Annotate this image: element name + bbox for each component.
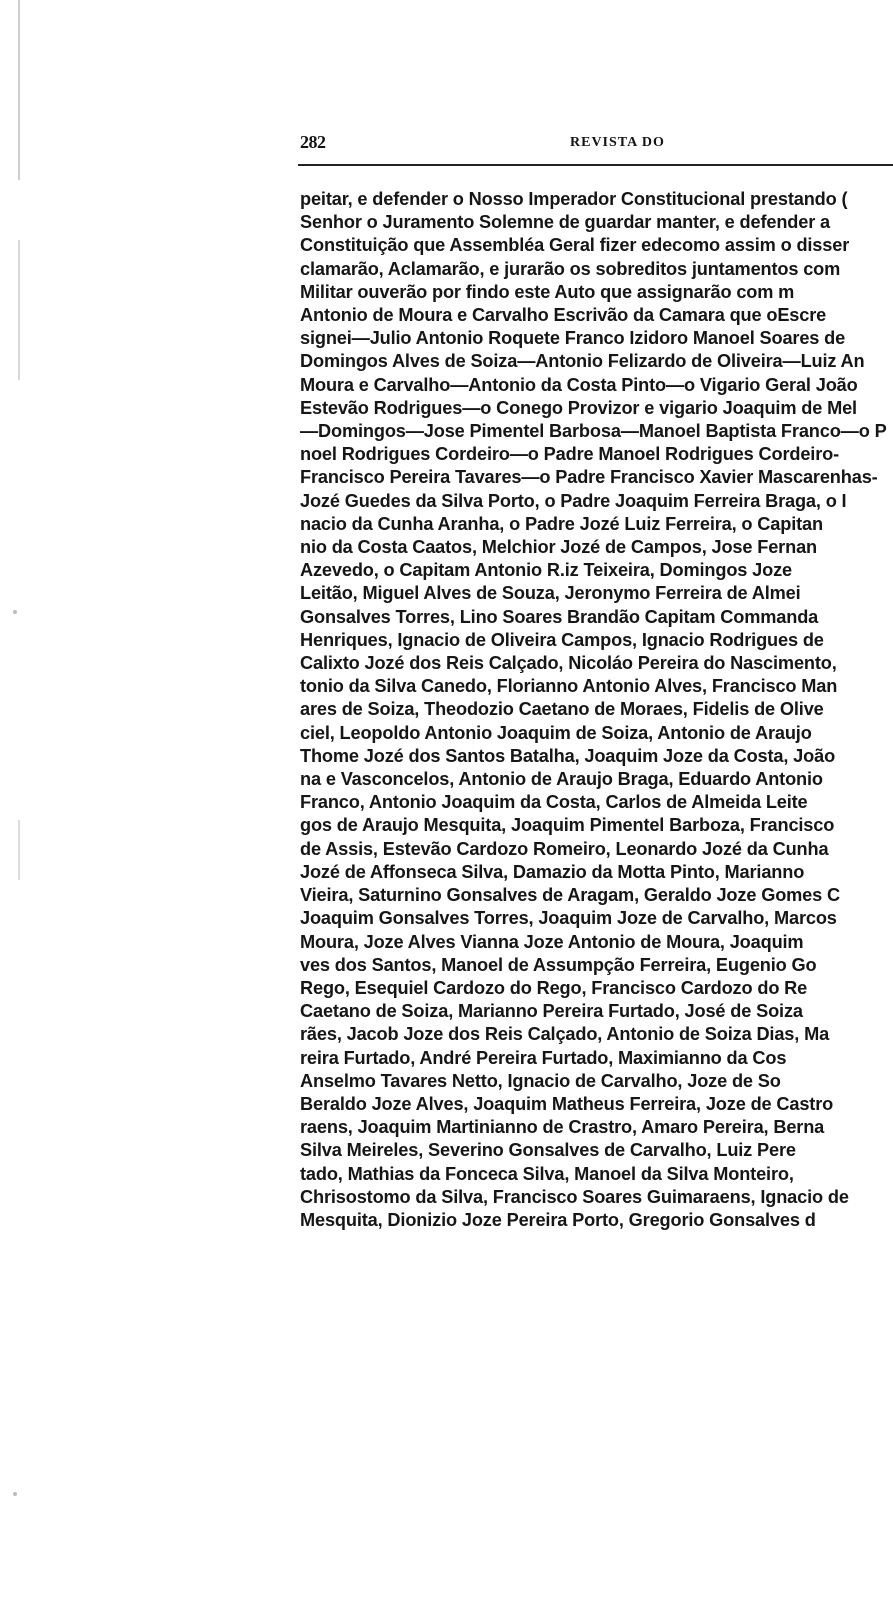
text-line: Constituição que Assembléa Geral fizer edecomo assim o disser: [300, 235, 850, 256]
margin-speck: [13, 610, 17, 614]
text-line: tado, Mathias da Fonceca Silva, Manoel da Silva Monteiro,: [300, 1163, 794, 1184]
text-line: Moura, Joze Alves Vianna Joze Antonio de Moura, Joaquim: [300, 931, 804, 952]
margin-speck: [13, 1492, 17, 1496]
text-line: gos de Araujo Mesquita, Joaquim Pimentel Barboza, Francisco: [300, 815, 835, 836]
text-line: clamarão, Aclamarão, e jurarão os sobreditos juntamentos com: [300, 258, 841, 279]
text-line: Anselmo Tavares Netto, Ignacio de Carvalho, Joze de So: [300, 1070, 781, 1091]
text-line: Leitão, Miguel Alves de Souza, Jeronymo Ferreira de Almei: [300, 583, 801, 604]
page-number: 282: [300, 132, 326, 152]
text-line: Silva Meireles, Severino Gonsalves de Carvalho, Luiz Pere: [300, 1140, 796, 1161]
text-line: de Assis, Estevão Cardozo Romeiro, Leonardo Jozé da Cunha: [300, 838, 829, 859]
text-line: Beraldo Joze Alves, Joaquim Matheus Ferreira, Joze de Castro: [300, 1093, 834, 1114]
margin-scan-line: [18, 820, 20, 880]
text-line: tonio da Silva Canedo, Florianno Antonio Alves, Francisco Man: [300, 676, 838, 697]
page-header: [298, 132, 893, 158]
text-line: Senhor o Juramento Solemne de guardar manter, e defender a: [300, 212, 830, 233]
text-line: Moura e Carvalho—Antonio da Costa Pinto—o Vigario Geral João: [300, 374, 858, 395]
margin-scan-line: [18, 0, 20, 180]
text-line: Franco, Antonio Joaquim da Costa, Carlos de Almeida Leite: [300, 792, 808, 813]
text-line: ciel, Leopoldo Antonio Joaquim de Soiza, Antonio de Araujo: [300, 722, 812, 743]
text-line: signei—Julio Antonio Roquete Franco Izidoro Manoel Soares de: [300, 328, 846, 349]
text-line: peitar, e defender o Nosso Imperador Constitucional prestando (: [300, 189, 848, 209]
text-line: ares de Soiza, Theodozio Caetano de Moraes, Fidelis de Olive: [300, 699, 824, 720]
text-line: Jozé Guedes da Silva Porto, o Padre Joaquim Ferreira Braga, o I: [300, 490, 847, 511]
text-line: ves dos Santos, Manoel de Assumpção Ferreira, Eugenio Go: [300, 954, 817, 975]
text-line: raens, Joaquim Martinianno de Crastro, Amaro Pereira, Berna: [300, 1117, 825, 1138]
text-line: noel Rodrigues Cordeiro—o Padre Manoel Rodrigues Cordeiro-: [300, 444, 840, 465]
text-line: Vieira, Saturnino Gonsalves de Aragam, Geraldo Joze Gomes C: [300, 885, 840, 906]
header-rule: [298, 164, 893, 166]
text-line: Antonio de Moura e Carvalho Escrivão da Camara que oEscre: [300, 305, 827, 326]
margin-scan-line: [18, 240, 20, 380]
text-line: Joaquim Gonsalves Torres, Joaquim Joze de Carvalho, Marcos: [300, 908, 837, 929]
text-line: Calixto Jozé dos Reis Calçado, Nicoláo Pereira do Nascimento,: [300, 653, 837, 674]
text-line: Azevedo, o Capitam Antonio R.iz Teixeira, Domingos Joze: [300, 560, 792, 581]
text-line: reira Furtado, André Pereira Furtado, Maximianno da Cos: [300, 1047, 787, 1068]
body-text: [300, 188, 893, 1288]
text-line: nio da Costa Caatos, Melchior Jozé de Campos, Jose Fernan: [300, 537, 817, 558]
text-line: Henriques, Ignacio de Oliveira Campos, Ignacio Rodrigues de: [300, 629, 824, 650]
text-line: Thome Jozé dos Santos Batalha, Joaquim Joze da Costa, João: [300, 745, 836, 766]
text-line: Domingos Alves de Soiza—Antonio Felizardo de Oliveira—Luiz An: [300, 351, 865, 372]
text-line: Francisco Pereira Tavares—o Padre Francisco Xavier Mascarenhas-: [300, 467, 878, 488]
text-line: Caetano de Soiza, Marianno Pereira Furtado, José de Soiza: [300, 1001, 803, 1022]
text-line: Estevão Rodrigues—o Conego Provizor e vigario Joaquim de Mel: [300, 397, 857, 418]
text-line: Militar ouverão por findo este Auto que assignarão com m: [300, 281, 795, 302]
text-line: Gonsalves Torres, Lino Soares Brandão Capitam Commanda: [300, 606, 819, 627]
text-line: na e Vasconcelos, Antonio de Araujo Braga, Eduardo Antonio: [300, 769, 823, 790]
text-line: Rego, Esequiel Cardozo do Rego, Francisco Cardozo do Re: [300, 977, 808, 998]
text-line: Mesquita, Dionizio Joze Pereira Porto, Gregorio Gonsalves d: [300, 1209, 816, 1230]
text-line: Chrisostomo da Silva, Francisco Soares Guimaraens, Ignacio de: [300, 1186, 849, 1207]
text-line: nacio da Cunha Aranha, o Padre Jozé Luiz Ferreira, o Capitan: [300, 513, 823, 534]
text-line: rães, Jacob Joze dos Reis Calçado, Antonio de Soiza Dias, Ma: [300, 1024, 830, 1045]
text-line: Jozé de Affonseca Silva, Damazio da Motta Pinto, Marianno: [300, 861, 805, 882]
text-line: —Domingos—Jose Pimentel Barbosa—Manoel Baptista Franco—o P: [300, 421, 887, 442]
running-head: REVISTA DO: [570, 135, 665, 150]
